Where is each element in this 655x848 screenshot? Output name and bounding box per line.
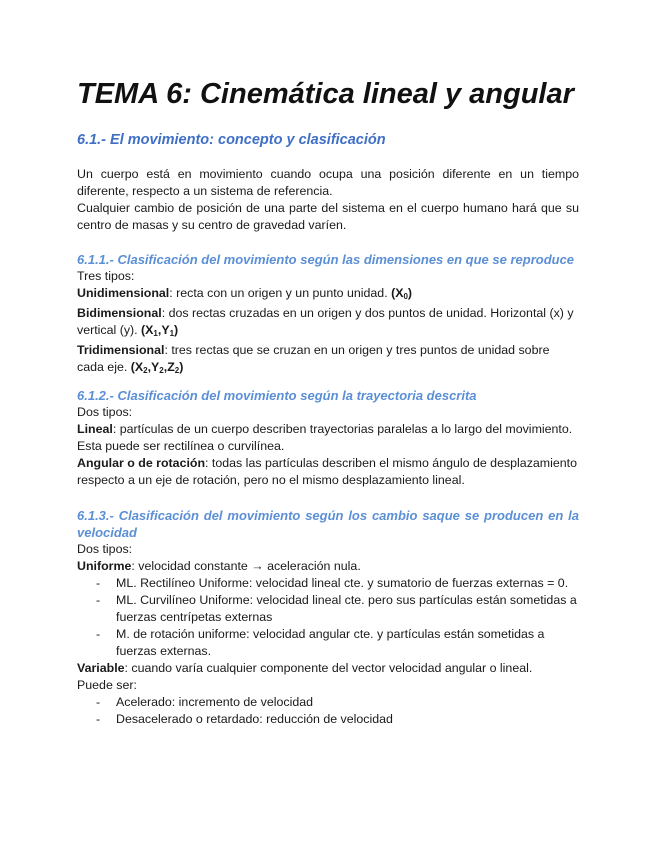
item-variable [77, 660, 579, 677]
dash-bullet: - [96, 695, 101, 709]
item-uniforme [77, 558, 579, 575]
term: Unidimensional [77, 286, 170, 300]
item-bidimensional [77, 305, 579, 342]
term: Angular o de rotación [77, 456, 206, 470]
term: Uniforme [77, 559, 132, 573]
dash-bullet: - [96, 593, 101, 607]
item-tridimensional [77, 342, 579, 379]
definition: : tres rectas que se cruzan en un origen y tres puntos de unidad sobre cada eje. [77, 343, 550, 374]
section-intro [77, 166, 579, 234]
item-angular [77, 455, 579, 489]
dash-bullet: - [96, 576, 101, 590]
definition: : velocidad constante → aceleración nula. [131, 559, 361, 573]
item-lineal [77, 421, 579, 455]
uniforme-list [77, 575, 579, 660]
definition: : cuando varía cualquier componente del vector velocidad angular o lineal. [124, 661, 533, 675]
types-intro: Tres tipos: [77, 269, 135, 283]
dash-bullet: - [96, 627, 101, 641]
definition: : dos rectas cruzadas en un origen y dos puntos de unidad. Horizontal (x) y vertical (y). [77, 306, 574, 337]
coordinates: $(X_0)$ [391, 286, 413, 301]
subsection-trajectory [77, 387, 579, 489]
definition: : todas las partículas describen el mismo ángulo de desplazamiento respecto a un eje de rotación, pero no el mismo desplazamiento lineal. [77, 456, 577, 487]
term: Lineal [77, 422, 113, 436]
subsection-heading: 6.1.2.- Clasificación del movimiento según la trayectoria descrita [77, 388, 477, 403]
list-item: - Desacelerado o retardado: reducción de velocidad [96, 712, 393, 726]
subsection-dimensions [77, 251, 579, 379]
variable-list [77, 694, 579, 728]
list-item: - ML. Rectilíneo Uniforme: velocidad lineal cte. y sumatorio de fuerzas externas = 0. [96, 576, 569, 590]
page-title: TEMA 6: Cinemática lineal y angular [77, 78, 574, 110]
coordinates: $(X_1,Y_1)$ [141, 323, 179, 338]
dash-bullet: - [96, 712, 101, 726]
section-heading: 6.1.- El movimiento: concepto y clasificación [77, 132, 386, 148]
types-intro: Dos tipos: [77, 542, 133, 556]
term: Tridimensional [77, 343, 165, 357]
subsection-velocity [77, 507, 579, 728]
term: Variable [77, 661, 125, 675]
coordinates: $(X_2,Y_2,Z_2)$ [130, 360, 184, 375]
intro-paragraph-2: Cualquier cambio de posición de una parte del sistema en el cuerpo humano hará que su centro de masas y su centro de gravedad varíen. [77, 201, 579, 232]
definition: : partículas de un cuerpo describen trayectorias paralelas a lo largo del movimiento. Esta puede ser rectilínea o curvilínea. [77, 422, 573, 453]
list-item: - M. de rotación uniforme: velocidad angular cte. y partículas están sometidas a fuerzas externas. [96, 627, 545, 658]
subsection-heading: 6.1.1.- Clasificación del movimiento según las dimensiones en que se reproduce [77, 252, 575, 267]
list-item: - ML. Curvilíneo Uniforme: velocidad lineal cte. pero sus partículas están sometidas a fuerzas centrípetas externas [96, 593, 577, 624]
subsection-heading: 6.1.3.- Clasificación del movimiento según los cambio saque se producen en la velocidad [77, 508, 579, 540]
definition: : recta con un origen y un punto unidad. [169, 286, 392, 300]
types-intro: Dos tipos: [77, 405, 133, 419]
item-unidimensional [77, 285, 579, 305]
list-item: - Acelerado: incremento de velocidad [96, 695, 313, 709]
term: Bidimensional [77, 306, 162, 320]
intro-paragraph-1: Un cuerpo está en movimiento cuando ocupa una posición diferente en un tiempo diferente, respecto a un sistema de referencia. [77, 167, 579, 198]
puede-ser-label: Puede ser: [77, 678, 137, 692]
